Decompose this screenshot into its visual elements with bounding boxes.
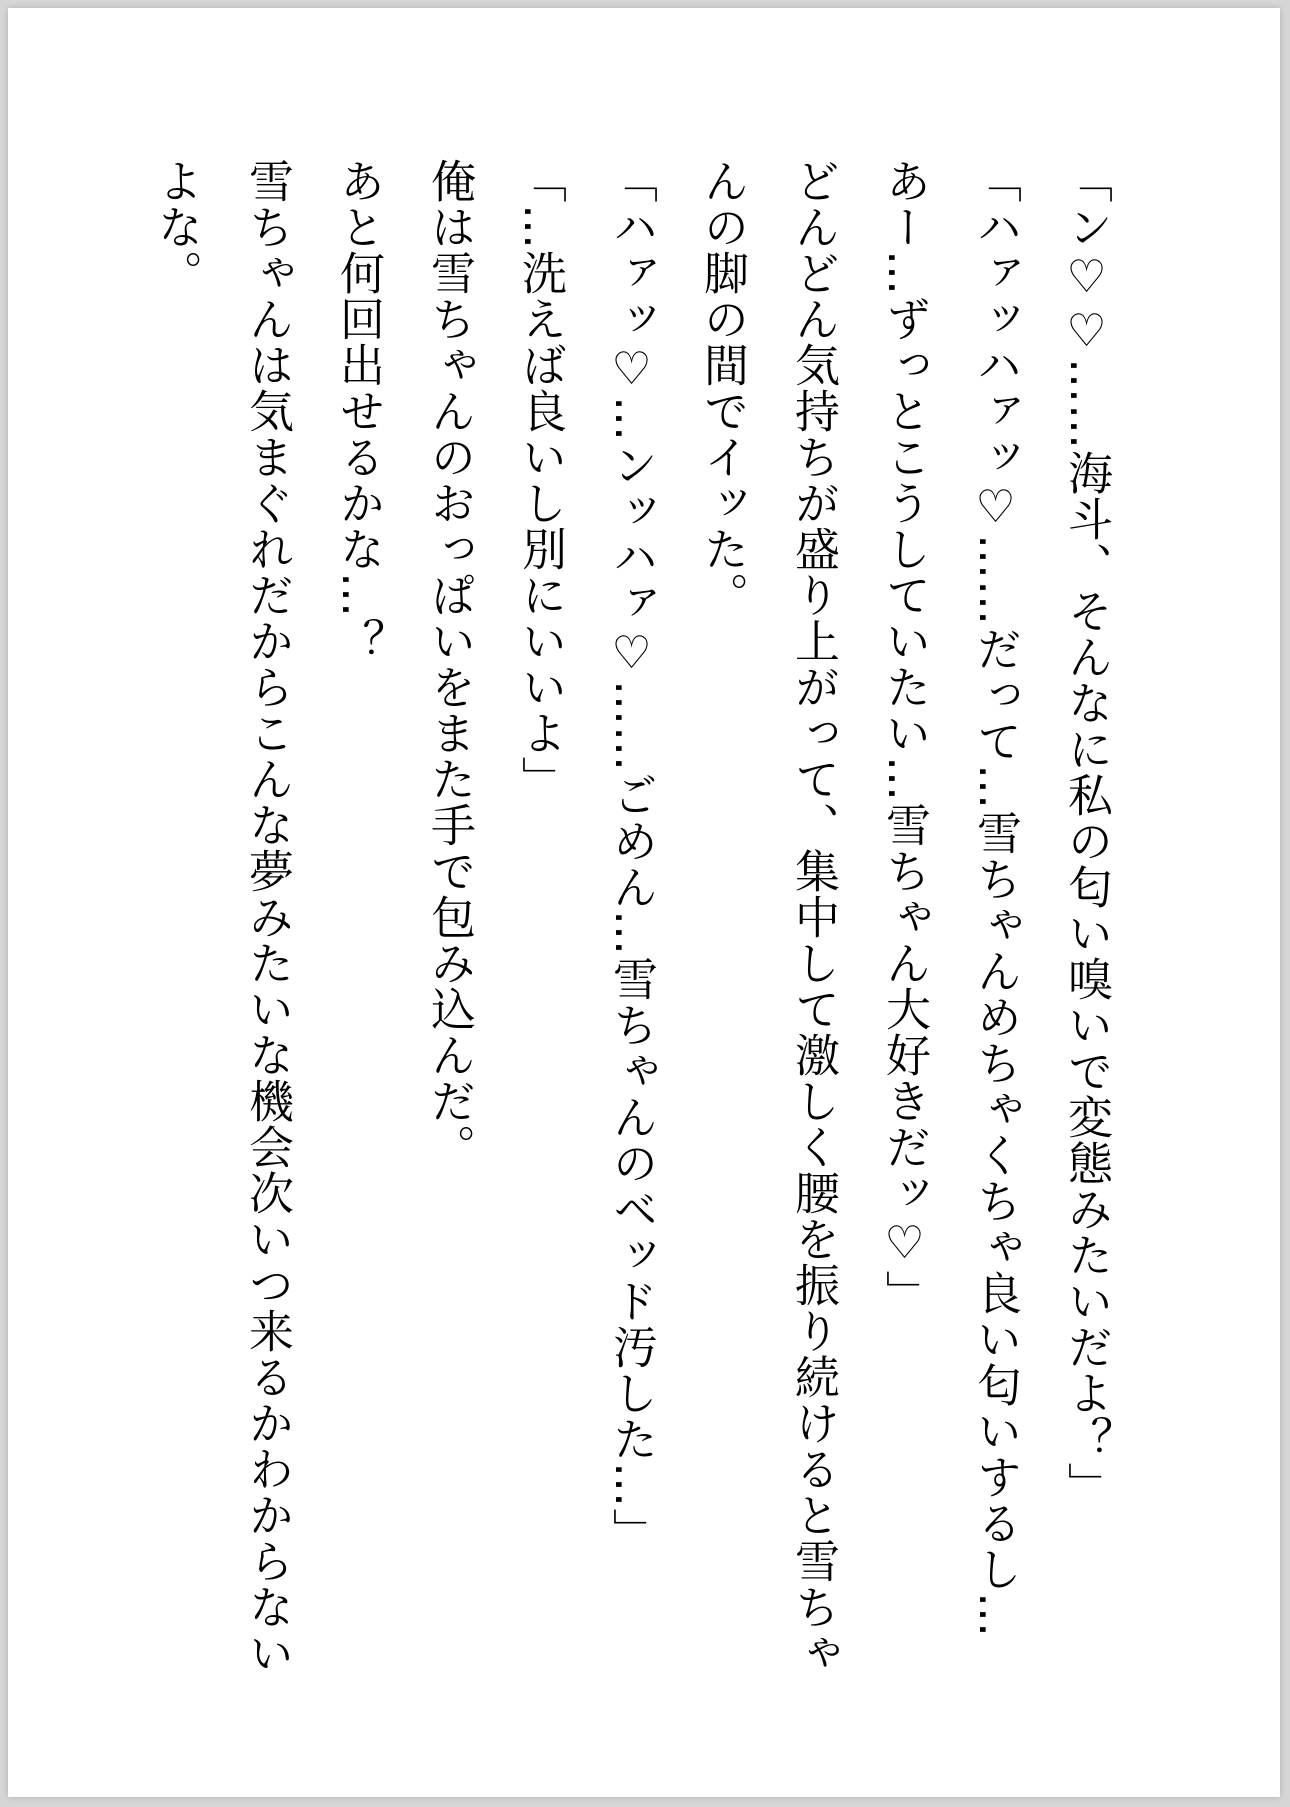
text-line-4: どんどん気持ちが盛り上がって、集中して激しく腰を振り続けると雪ちゃんの脚の間でイッた。 [696,158,840,1676]
text-line-8: あと何回出せるかな…？ [332,158,385,664]
text-line-6: 「…洗えば良いし別にいいよ」 [514,158,567,802]
document-page [8,8,1280,1797]
text-line-3: あー…ずっとこうしていたい…雪ちゃん大好きだッ♡」 [878,158,931,1316]
text-line-2: 「ハァッハァッ♡……だって…雪ちゃんめちゃくちゃ良い匂いするし… [969,158,1022,1638]
text-line-7: 俺は雪ちゃんのおっぱいをまた手で包み込んだ。 [423,158,476,1170]
text-line-1: 「ン♡♡……海斗、そんなに私の匂い嗅いで変態みたいだよ？」 [1060,158,1113,1508]
text-line-9: 雪ちゃんは気まぐれだからこんな夢みたいな機会次いつ来るかわからないよな。 [150,158,294,1676]
vertical-text-body [131,158,1132,1718]
text-line-5: 「ハァッ♡…ンッハァ♡……ごめん…雪ちゃんのベッド汚した…」 [605,158,658,1554]
